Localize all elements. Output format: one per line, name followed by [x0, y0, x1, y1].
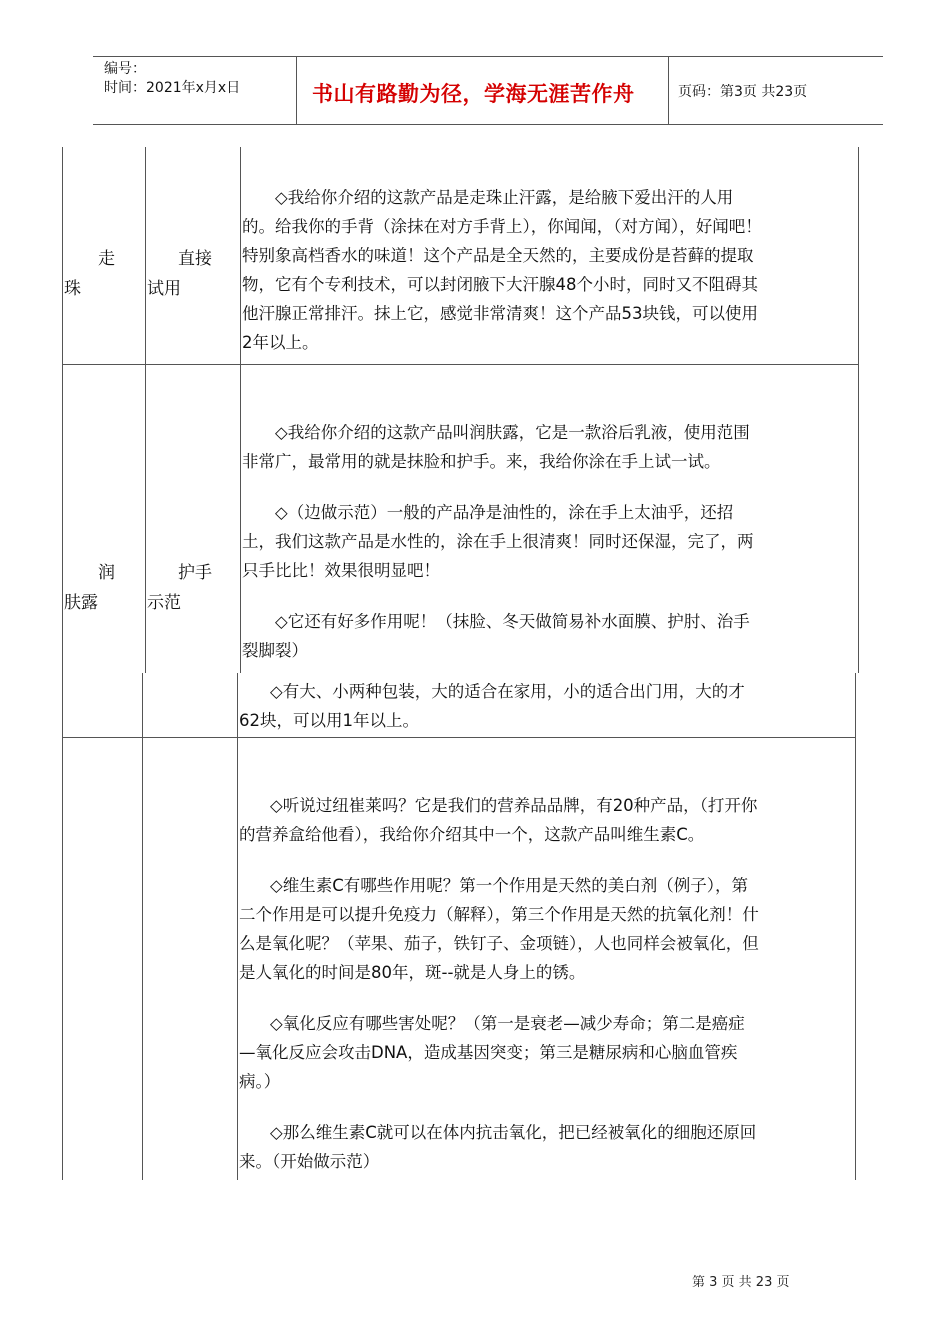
row3-paragraph: ◇维生素C有哪些作用呢？第一个作用是天然的美白剂（例子），第二个作用是可以提升免疫力（解释），第三个作用是天然的抗氧化剂！什么是氧化呢？（苹果、茄子，铁钉子、金项链），人也同样会被氧化，但是人氧化的时间是80年，斑--就是人身上的锈。 [239, 876, 759, 982]
row1-method-line2: 试用 [147, 279, 181, 299]
row1-product-line1: 走 [98, 249, 115, 269]
page-number-label: 页码：第3页 共23页 [678, 84, 808, 100]
page-footer: 第 3 页 共 23 页 [692, 1275, 790, 1290]
row1-paragraph: ◇我给你介绍的这款产品是走珠止汗露，是给腋下爱出汗的人用的。给我你的手背（涂抹在对方手背上），你闻闻，（对方闻），好闻吧！特别象高档香水的味道！这个产品是全天然的，主要成份是苔藓的提取物，它有个专利技术，可以封闭腋下大汗腺48个小时，同时又不阻碍其他汗腺正常排汗。抹上它，感觉非常清爽！这个产品53块钱，可以使用2年以上。 [242, 188, 762, 352]
row3-paragraph: ◇氧化反应有哪些害处呢？（第一是衰老—减少寿命；第二是癌症—氧化反应会攻击DNA，造成基因突变；第三是糖尿病和心脑血管疾病。） [239, 1014, 745, 1091]
motto-banner: 书山有路勤为径，学海无涯苦作舟 [312, 82, 635, 106]
row2-paragraph: ◇（边做示范）一般的产品净是油性的，涂在手上太油乎，还招土，我们这款产品是水性的，涂在手上很清爽！同时还保湿，完了，两只手比比！效果很明显吧！ [242, 503, 754, 580]
row3-paragraph: ◇听说过纽崔莱吗？它是我们的营养品品牌，有20种产品，（打开你的营养盒给他看），我给你介绍其中一个，这款产品叫维生素C。 [239, 796, 758, 844]
row2-paragraph: ◇有大、小两种包装，大的适合在家用，小的适合出门用，大的才62块，可以用1年以上。 [239, 682, 745, 730]
row2-method-line2: 示范 [147, 593, 181, 613]
row2-paragraph: ◇我给你介绍的这款产品叫润肤露，它是一款浴后乳液，使用范围非常广，最常用的就是抹脸和护手。来，我给你涂在手上试一试。 [242, 423, 750, 471]
row2-method-line1: 护手 [178, 563, 212, 583]
row1-method-line1: 直接 [178, 249, 212, 269]
row3-description [239, 791, 761, 1176]
row1-description [242, 183, 762, 357]
row2-paragraph: ◇它还有好多作用呢！（抹脸、冬天做简易补水面膜、护肘、治手裂脚裂） [242, 612, 750, 660]
row3-paragraph: ◇那么维生素C就可以在体内抗击氧化，把已经被氧化的细胞还原回来。（开始做示范） [239, 1123, 757, 1171]
row2-product-line1: 润 [98, 563, 115, 583]
row2-product-line2: 肤露 [64, 593, 98, 613]
date-label: 时间：2021年x月x日 [104, 80, 241, 96]
row1-product-line2: 珠 [64, 279, 81, 299]
row2-description-continued [239, 677, 761, 735]
row2-description [242, 418, 762, 665]
serial-number-label: 编号： [104, 61, 146, 77]
